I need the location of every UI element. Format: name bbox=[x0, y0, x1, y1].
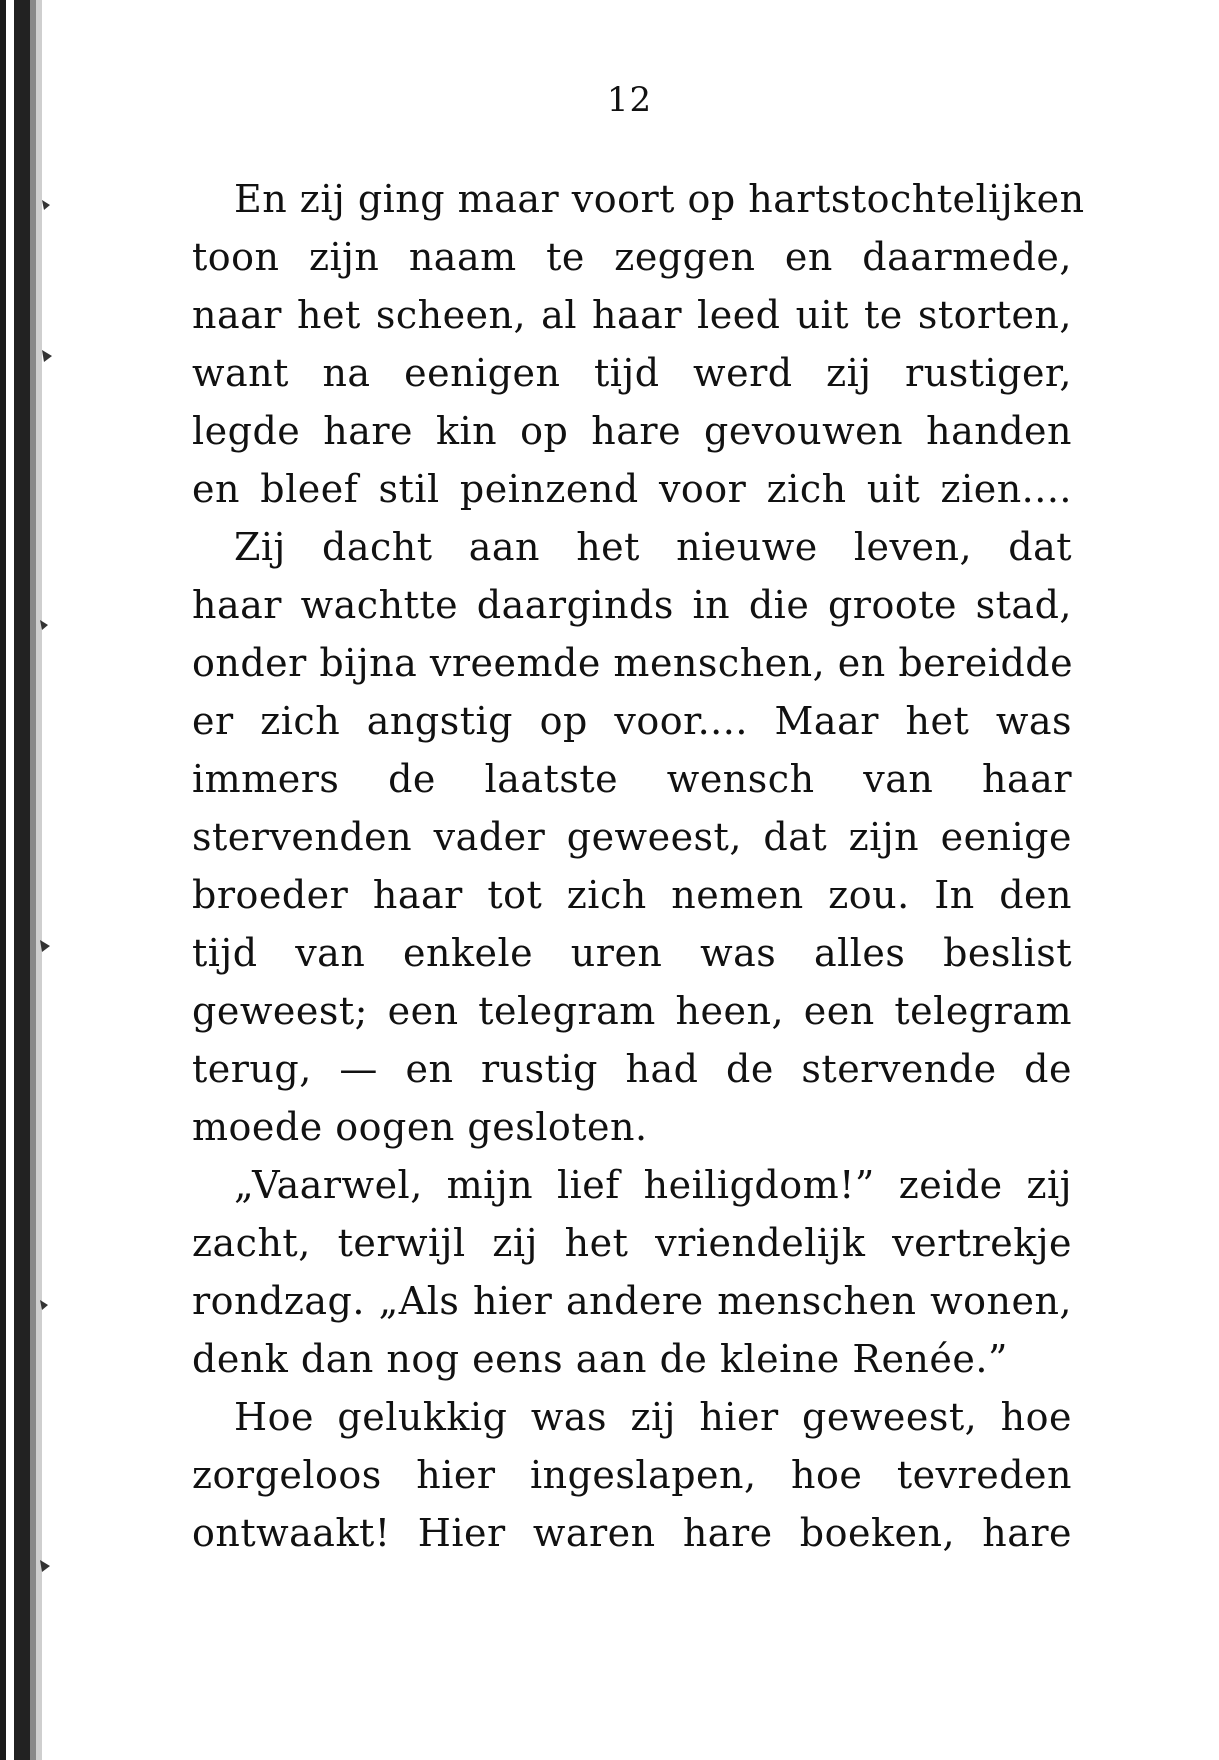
text-line: zorgeloos hier ingeslapen, hoe tevreden bbox=[192, 1453, 1072, 1497]
page-number: 12 bbox=[606, 80, 653, 120]
text-line: geweest; een telegram heen, een telegram bbox=[192, 989, 1072, 1033]
text-line: tijd van enkele uren was alles beslist bbox=[192, 931, 1072, 975]
text-line: broeder haar tot zich nemen zou. In den bbox=[192, 873, 1072, 917]
text-line: En zij ging maar voort op hartstochtelijken bbox=[234, 177, 1085, 221]
text-line: naar het scheen, al haar leed uit te storten, bbox=[192, 293, 1072, 337]
text-line: Zij dacht aan het nieuwe leven, dat bbox=[234, 525, 1072, 569]
text-line: immers de laatste wensch van haar bbox=[192, 757, 1072, 801]
text-line: rondzag. „Als hier andere menschen wonen, bbox=[192, 1279, 1072, 1323]
book-spine-edge bbox=[0, 0, 64, 1760]
text-line: „Vaarwel, mijn lief heiligdom!” zeide zij bbox=[234, 1163, 1072, 1207]
text-line: onder bijna vreemde menschen, en bereidde bbox=[192, 641, 1074, 685]
text-line: legde hare kin op hare gevouwen handen bbox=[192, 409, 1072, 453]
text-line: ontwaakt! Hier waren hare boeken, hare bbox=[192, 1511, 1072, 1555]
text-line: moede oogen gesloten. bbox=[192, 1105, 648, 1149]
text-line: Hoe gelukkig was zij hier geweest, hoe bbox=[234, 1395, 1072, 1439]
text-line: denk dan nog eens aan de kleine Renée.” bbox=[192, 1337, 1008, 1381]
spine-shadow-graphic bbox=[0, 0, 64, 1760]
text-line: zacht, terwijl zij het vriendelijk vertrekje bbox=[192, 1221, 1072, 1265]
text-line: er zich angstig op voor.... Maar het was bbox=[192, 699, 1072, 743]
text-line: want na eenigen tijd werd zij rustiger, bbox=[192, 351, 1072, 395]
text-line: toon zijn naam te zeggen en daarmede, bbox=[192, 235, 1072, 279]
text-line: en bleef stil peinzend voor zich uit zien.... bbox=[192, 467, 1072, 511]
text-line: terug, — en rustig had de stervende de bbox=[192, 1047, 1072, 1091]
text-line: haar wachtte daarginds in die groote stad, bbox=[192, 583, 1072, 627]
text-line: stervenden vader geweest, dat zijn eenige bbox=[192, 815, 1072, 859]
body-text bbox=[192, 170, 1085, 1562]
